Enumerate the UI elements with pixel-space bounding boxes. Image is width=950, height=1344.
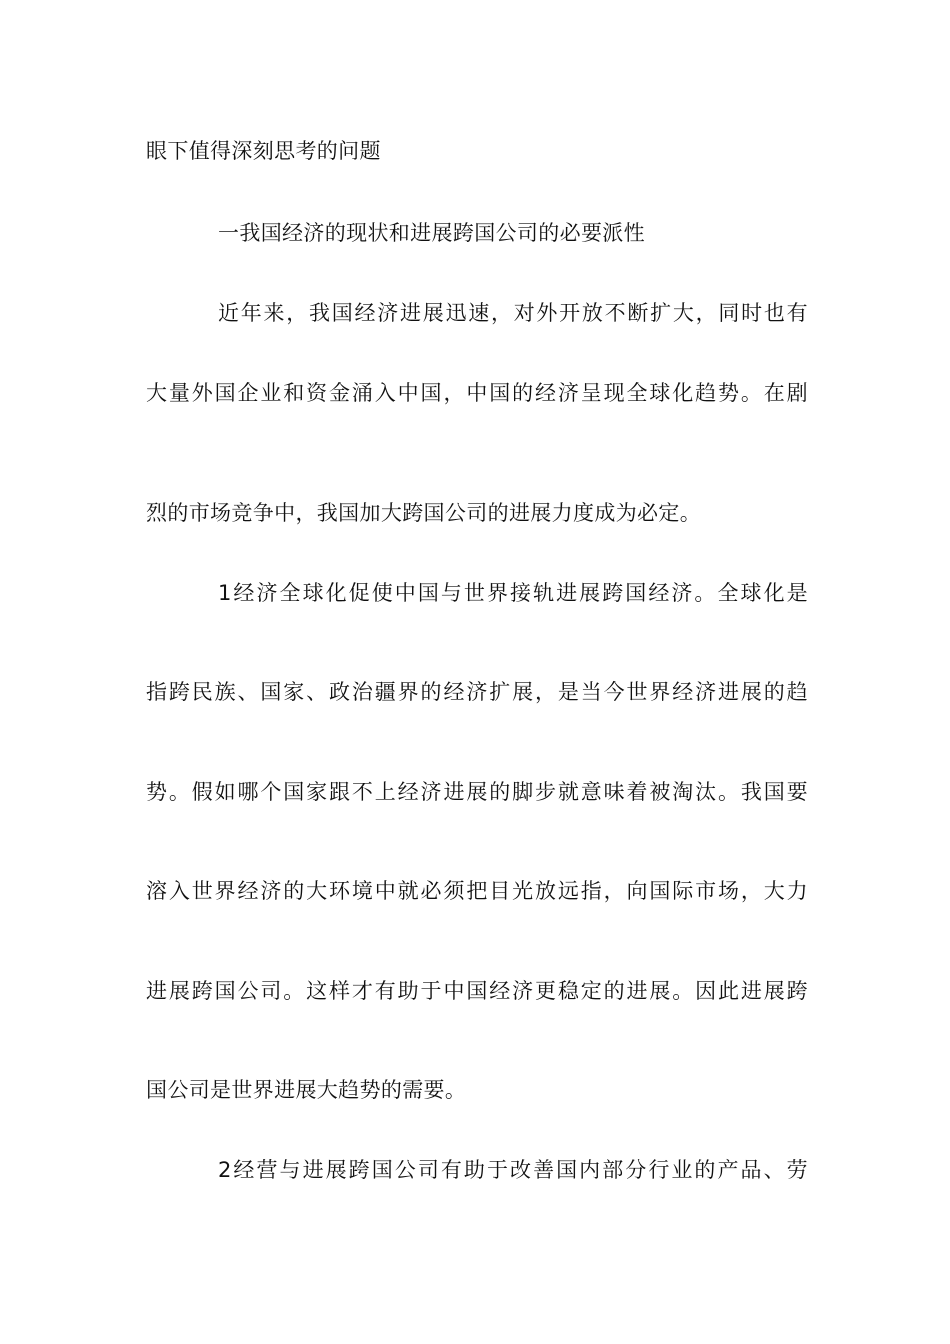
paragraph-line: 2经营与进展跨国公司有助于改善国内部分行业的产品、劳 — [218, 1158, 808, 1182]
section-heading: 一我国经济的现状和进展跨国公司的必要派性 — [218, 221, 645, 245]
paragraph-line: 近年来，我国经济进展迅速，对外开放不断扩大，同时也有 — [218, 301, 808, 325]
paragraph-line: 国公司是世界进展大趋势的需要。 — [146, 1078, 467, 1102]
paragraph-line: 1经济全球化促使中国与世界接轨进展跨国经济。全球化是 — [218, 581, 808, 605]
paragraph-line: 进展跨国公司。这样才有助于中国经济更稳定的进展。因此进展跨 — [146, 979, 808, 1003]
paragraph-line: 溶入世界经济的大环境中就必须把目光放远指，向国际市场，大力 — [146, 879, 808, 903]
document-title: 眼下值得深刻思考的问题 — [146, 139, 381, 163]
paragraph-line: 指跨民族、国家、政治疆界的经济扩展，是当今世界经济进展的趋 — [146, 680, 808, 704]
paragraph-line: 烈的市场竞争中，我国加大跨国公司的进展力度成为必定。 — [146, 501, 702, 525]
paragraph-line: 势。假如哪个国家跟不上经济进展的脚步就意味着被淘汰。我国要 — [146, 780, 808, 804]
paragraph-line: 大量外国企业和资金涌入中国，中国的经济呈现全球化趋势。在剧 — [146, 381, 808, 405]
